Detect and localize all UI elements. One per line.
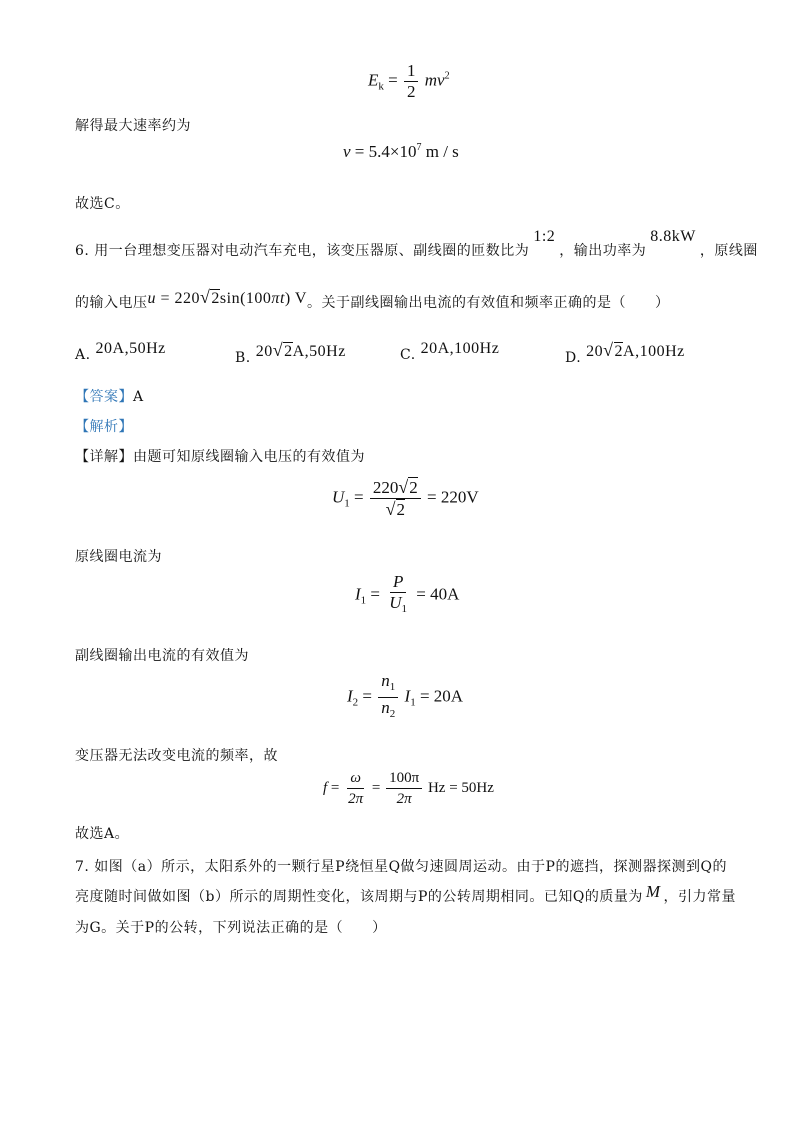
q6-line1: 6. 用一台理想变压器对电动汽车充电，该变压器原、副线圈的匝数比为1:2，输出功率为8.8kW，原线圈 bbox=[75, 228, 758, 259]
solve-speed-text: 解得最大速率约为 bbox=[75, 118, 191, 134]
option-d: D. 20√2A,100Hz bbox=[565, 340, 685, 366]
choose-c-text: 故选C。 bbox=[75, 196, 130, 212]
option-c: C. 20A,100Hz bbox=[400, 340, 500, 363]
answer-line: 【答案】A bbox=[75, 389, 144, 405]
option-b: B. 20√2A,50Hz bbox=[235, 340, 346, 366]
q7-line2: 亮度随时间做如图（b）所示的周期性变化，该周期与P的公转周期相同。已知Q的质量为 M ，引力常量 bbox=[75, 882, 737, 905]
q6-line2: 的输入电压u = 220√2sin(100πt) V。关于副线圈输出电流的有效值和频率正确的是（ ） bbox=[75, 287, 670, 311]
u1-formula: $U_1$ = $\frac{220√2}{√2}$ = 220V bbox=[332, 477, 479, 519]
i2-formula: $I_2$ = $\frac{n_1}{n_2}$ $I_1 = 20A$ bbox=[347, 671, 464, 720]
option-a: A. 20A,50Hz bbox=[75, 340, 166, 363]
q7-line3: 为G。关于P的公转，下列说法正确的是（ ） bbox=[75, 920, 387, 936]
kinetic-energy-formula: $E_k$ = $\frac{1}{2}$ $mv^2$ bbox=[368, 61, 450, 101]
detail-line: 【详解】由题可知原线圈输入电压的有效值为 bbox=[75, 449, 365, 465]
choose-a-text: 故选A。 bbox=[75, 826, 130, 842]
i1-formula: $I_1$ = $\frac{P}{U_1}$ = 40A bbox=[355, 572, 460, 615]
analysis-tag: 【解析】 bbox=[75, 419, 133, 435]
secondary-current-text: 副线圈输出电流的有效值为 bbox=[75, 648, 249, 664]
q7-line1: 7. 如图（a）所示，太阳系外的一颗行星P绕恒星Q做匀速圆周运动。由于P的遮挡，探测器探测到Q的 bbox=[75, 859, 727, 875]
speed-formula: $v = 5.4\times 10^7$ m / s bbox=[343, 142, 459, 161]
primary-current-text: 原线圈电流为 bbox=[75, 549, 162, 565]
frequency-text: 变压器无法改变电流的频率，故 bbox=[75, 748, 278, 764]
frequency-formula: f = $\frac{\omega}{2\pi}$ = $\frac{100\pi}{2\pi}$ Hz = 50Hz bbox=[323, 770, 494, 807]
answer-tag: 【答案】 bbox=[75, 389, 133, 405]
